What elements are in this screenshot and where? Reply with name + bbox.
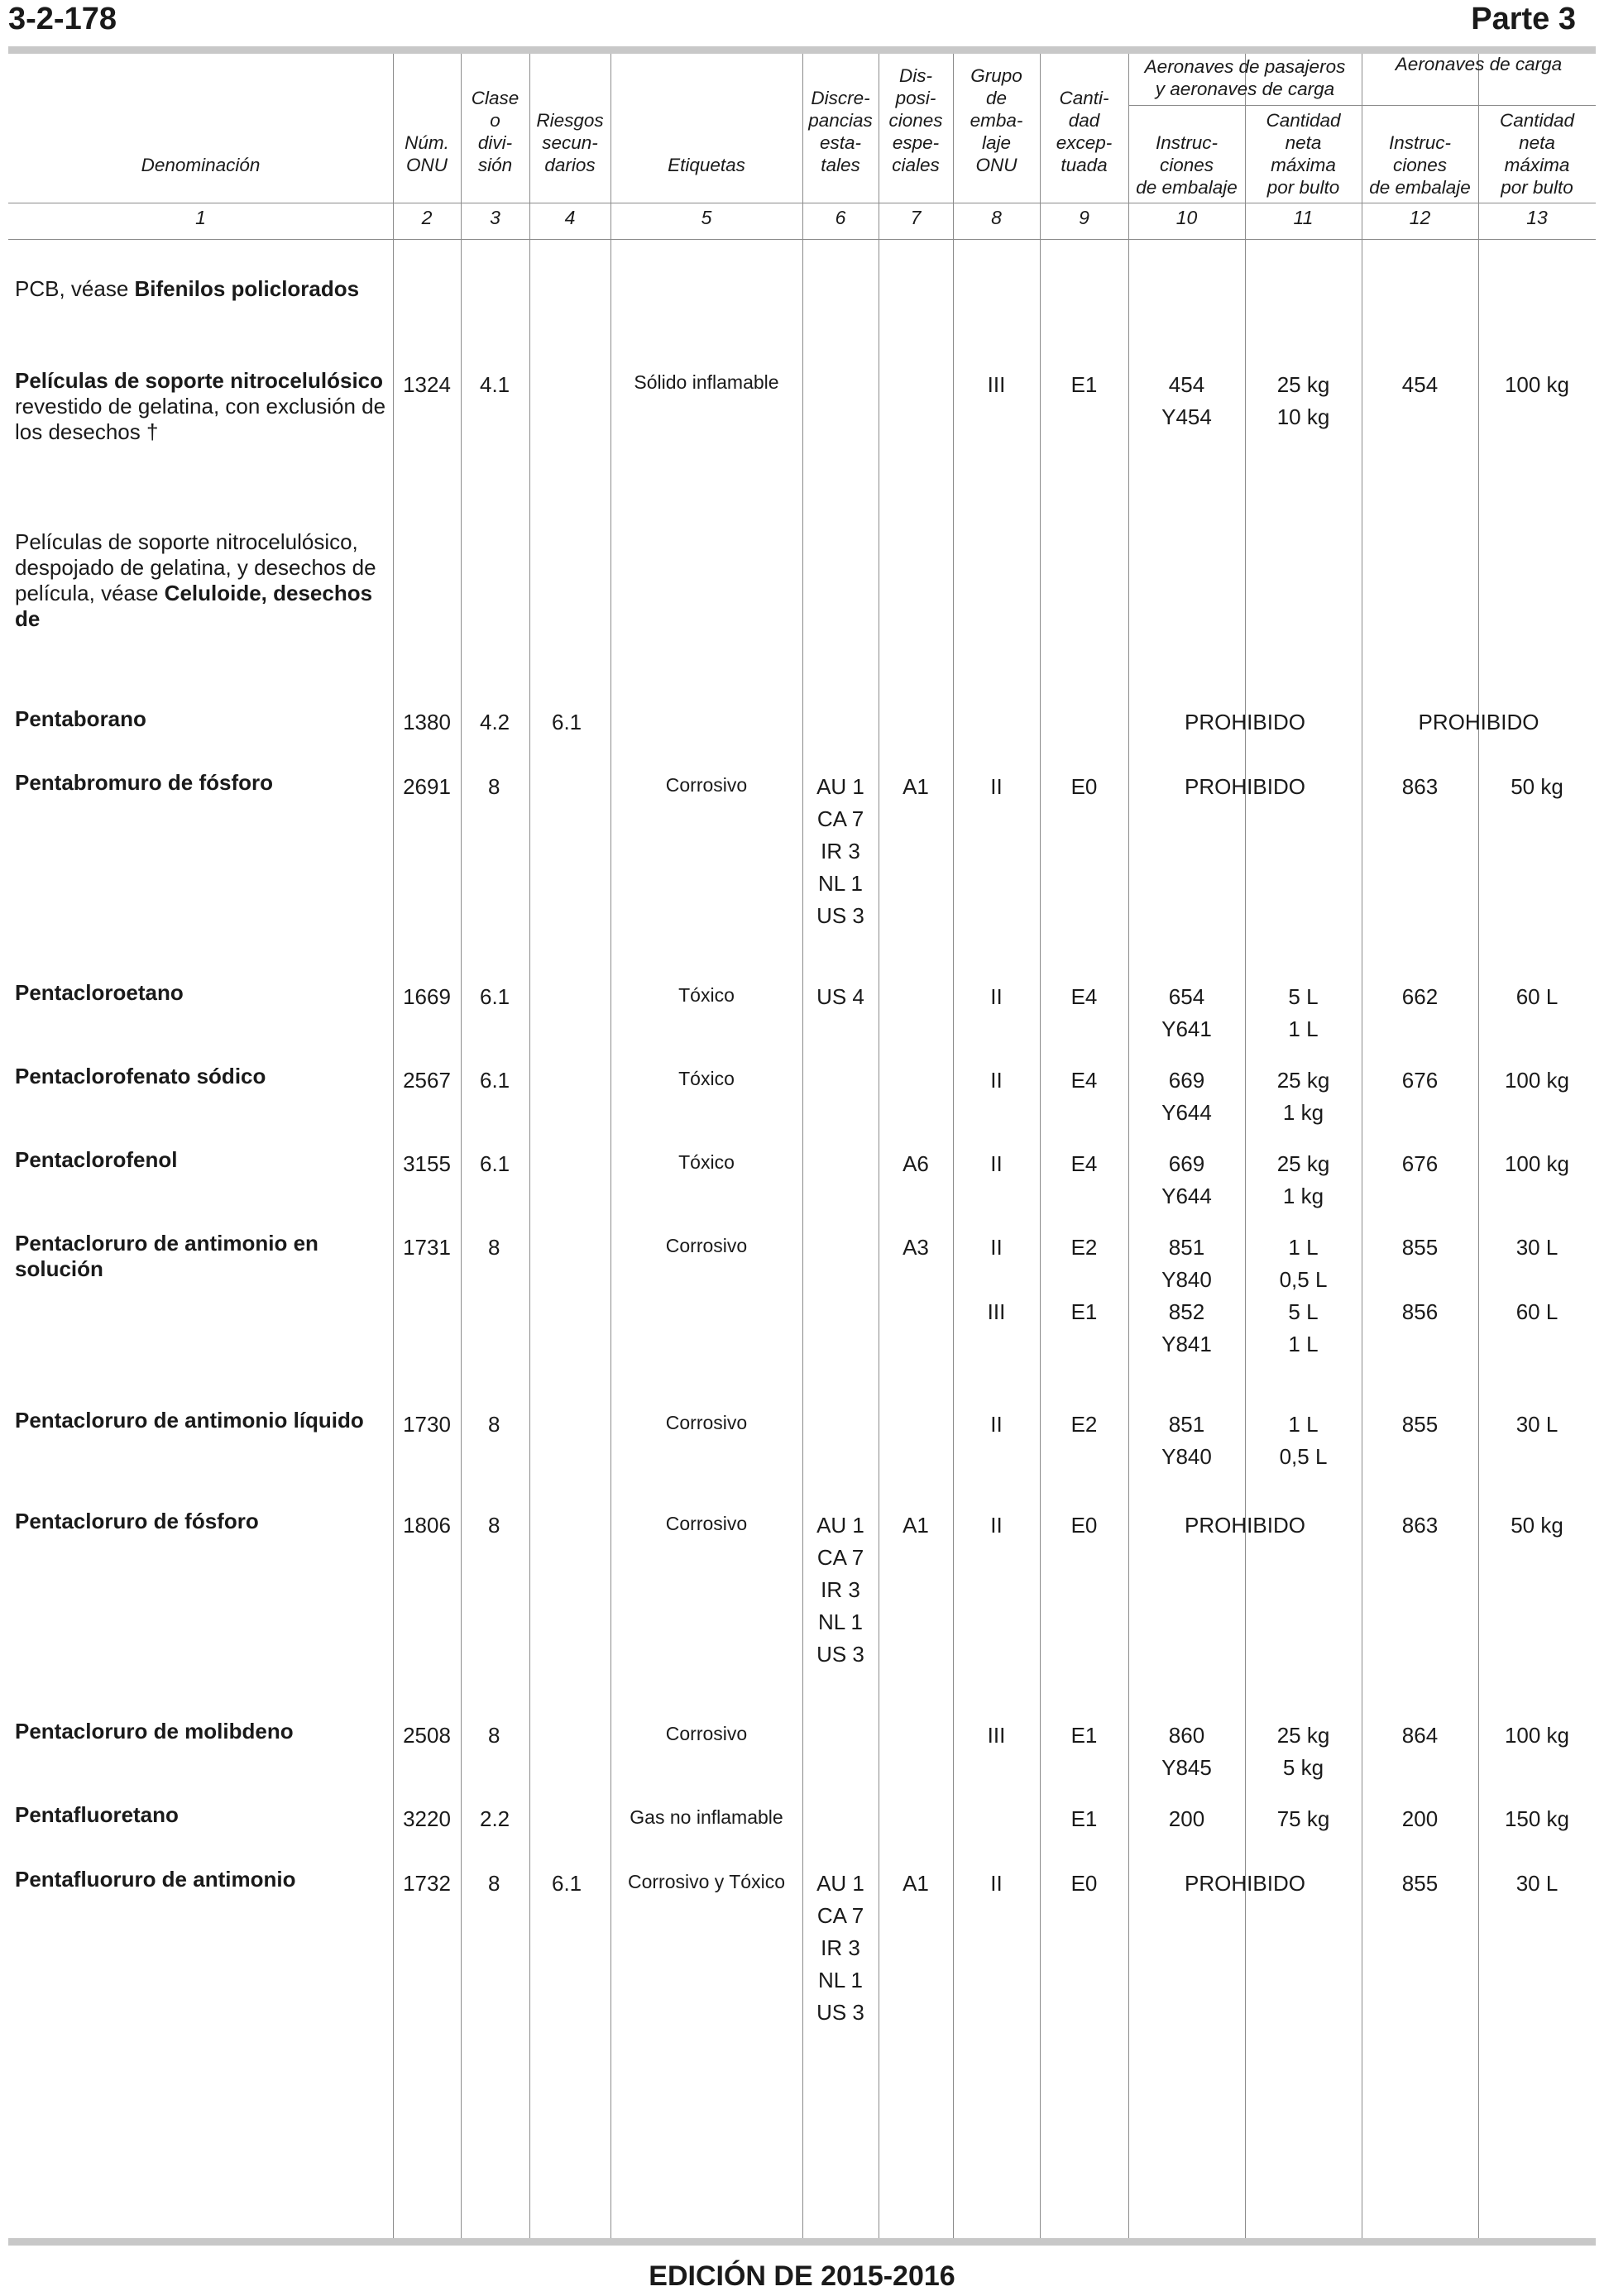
excepted-quantity: E1 [1070,1806,1098,1831]
cargo-packing-instruction: 856 [1401,1299,1439,1324]
excepted-quantity: E1 [1070,1299,1098,1324]
packing-group: II [990,1068,1003,1093]
pax-packing-instruction: 654 [1168,984,1205,1009]
hazard-label: Tóxico [678,984,735,1006]
header-cargo-packing-instructions: Instruc- ciones de embalaje [1369,132,1471,198]
state-variation: US 3 [816,1642,864,1667]
packing-group: II [990,1235,1003,1260]
cargo-max-quantity: 50 kg [1511,1513,1563,1538]
header-passenger-aircraft: Aeronaves de pasajeros y aeronaves de carga [1144,56,1346,99]
page-number: 3-2-178 [8,2,117,36]
pax-max-quantity: 1 L [1288,1412,1319,1437]
header-class: Clase o divi- sión [471,88,520,175]
class-division: 8 [488,1513,500,1538]
packing-group: II [990,1151,1003,1176]
pax-max-quantity: 1 L [1288,1016,1319,1041]
header-pax-packing-instructions: Instruc- ciones de embalaje [1136,132,1238,198]
cargo-packing-instruction: 863 [1401,1513,1439,1538]
cargo-packing-instruction: 676 [1401,1151,1439,1176]
column-number: 13 [1526,207,1548,228]
state-variation: IR 3 [821,1577,860,1602]
packing-group: III [987,372,1006,397]
pax-max-quantity: 5 L [1288,1299,1319,1324]
entry-name: Pentacloruro de antimonio en solución [15,1231,318,1281]
un-number: 1731 [403,1235,451,1260]
pax-packing-instruction: 851 [1168,1235,1205,1260]
pax-max-quantity: 25 kg [1276,372,1330,397]
special-provision: A1 [903,1871,929,1896]
class-division: 6.1 [480,1068,510,1093]
bottom-rule [8,2238,1596,2246]
header-cargo-max-quantity: Cantidad neta máxima por bulto [1499,110,1575,198]
excepted-quantity: E1 [1070,1723,1098,1748]
pax-packing-instruction: Y644 [1161,1100,1212,1125]
entry-name: Películas de soporte nitrocelulósico, despojado de gelatina, y desechos de película, véase Celuloide, desechos de [15,529,376,631]
cargo-packing-instruction: 855 [1401,1235,1439,1260]
column-number: 5 [701,207,712,228]
cargo-max-quantity: 100 kg [1504,372,1570,397]
header-state-variations: Discre- pancias esta- tales [808,88,873,175]
pax-max-quantity: 1 kg [1282,1100,1324,1125]
pax-packing-instruction: Y841 [1161,1332,1212,1356]
pax-max-quantity: 5 kg [1282,1755,1324,1780]
pax-max-quantity: 25 kg [1276,1723,1330,1748]
column-number: 10 [1175,207,1198,228]
cargo-max-quantity: 100 kg [1504,1151,1570,1176]
cargo-packing-instruction: 200 [1401,1806,1439,1831]
un-number: 3220 [403,1806,451,1831]
cargo-packing-instruction: 855 [1401,1871,1439,1896]
cargo-packing-instruction: 454 [1401,372,1439,397]
packing-group: III [987,1723,1006,1748]
state-variation: AU 1 [816,1513,864,1538]
pax-prohibited: PROHIBIDO [1185,774,1305,799]
excepted-quantity: E4 [1070,1068,1098,1093]
class-division: 6.1 [480,1151,510,1176]
pax-packing-instruction: Y845 [1161,1755,1212,1780]
packing-group: II [990,1871,1003,1896]
packing-group: II [990,1412,1003,1437]
excepted-quantity: E4 [1070,1151,1098,1176]
special-provision: A1 [903,774,929,799]
header-excepted-quantity: Canti- dad excep- tuada [1056,88,1113,175]
pax-max-quantity: 0,5 L [1279,1444,1328,1469]
state-variation: US 4 [816,984,864,1009]
header-labels: Etiquetas [668,155,745,175]
cargo-packing-instruction: 863 [1401,774,1439,799]
cargo-max-quantity: 60 L [1515,984,1559,1009]
excepted-quantity: E0 [1070,1513,1098,1538]
hazard-label: Corrosivo y Tóxico [627,1871,786,1892]
hazard-label: Tóxico [678,1068,735,1089]
packing-group: II [990,774,1003,799]
pax-max-quantity: 25 kg [1276,1068,1330,1093]
excepted-quantity: E0 [1070,1871,1098,1896]
class-division: 6.1 [480,984,510,1009]
excepted-quantity: E1 [1070,372,1098,397]
cargo-prohibited: PROHIBIDO [1418,710,1539,734]
un-number: 1732 [403,1871,451,1896]
entry-name: Pentafluoretano [15,1802,179,1827]
cargo-max-quantity: 100 kg [1504,1723,1570,1748]
pax-prohibited: PROHIBIDO [1185,1513,1305,1538]
pax-packing-instruction: Y840 [1161,1444,1212,1469]
class-division: 8 [488,1412,500,1437]
un-number: 1806 [403,1513,451,1538]
class-division: 4.1 [480,372,510,397]
state-variation: AU 1 [816,1871,864,1896]
entry-name: Pentaclorofenol [15,1147,178,1172]
edition-footer: EDICIÓN DE 2015-2016 [649,2260,955,2292]
cargo-max-quantity: 50 kg [1511,774,1563,799]
state-variation: US 3 [816,903,864,928]
header-packing-group: Grupo de emba- laje ONU [970,65,1023,175]
pax-max-quantity: 0,5 L [1279,1267,1328,1292]
entry-name: Pentabromuro de fósforo [15,770,274,795]
state-variation: NL 1 [818,871,863,896]
class-division: 4.2 [480,710,510,734]
column-number: 8 [991,207,1002,228]
packing-group: II [990,984,1003,1009]
header-cargo-aircraft: Aeronaves de carga [1395,54,1563,74]
un-number: 3155 [403,1151,451,1176]
entry-name: Pentafluoruro de antimonio [15,1867,296,1892]
cargo-max-quantity: 100 kg [1504,1068,1570,1093]
hazard-label: Tóxico [678,1151,735,1173]
packing-group: III [987,1299,1006,1324]
pax-packing-instruction: 454 [1168,372,1205,397]
hazard-label: Sólido inflamable [634,371,779,393]
entry-name: PCB, véase Bifenilos policlorados [15,276,360,301]
entry-name: Pentaclorofenato sódico [15,1064,266,1088]
pax-packing-instruction: 852 [1168,1299,1205,1324]
state-variation: NL 1 [818,1610,863,1634]
entry-name: Pentacloruro de antimonio líquido [15,1408,364,1433]
cargo-max-quantity: 30 L [1515,1235,1559,1260]
column-number: 2 [421,207,433,228]
column-number: 6 [835,207,846,228]
class-division: 8 [488,1235,500,1260]
cargo-max-quantity: 30 L [1515,1412,1559,1437]
column-number: 12 [1409,207,1431,228]
class-division: 8 [488,1723,500,1748]
state-variation: IR 3 [821,839,860,863]
hazard-label: Corrosivo [665,1723,748,1744]
pax-max-quantity: 1 kg [1282,1184,1324,1208]
state-variation: NL 1 [818,1968,863,1992]
pax-packing-instruction: 669 [1168,1151,1205,1176]
un-number: 1380 [403,710,451,734]
pax-prohibited: PROHIBIDO [1185,710,1305,734]
pax-max-quantity: 5 L [1288,984,1319,1009]
pax-prohibited: PROHIBIDO [1185,1871,1305,1896]
header-denominacion: Denominación [141,155,261,175]
un-number: 1324 [403,372,451,397]
hazard-label: Corrosivo [665,1513,748,1534]
state-variation: US 3 [816,2000,864,2025]
special-provision: A6 [903,1151,929,1176]
un-number: 2508 [403,1723,451,1748]
pax-max-quantity: 10 kg [1276,404,1330,429]
cargo-packing-instruction: 676 [1401,1068,1439,1093]
header-un-number: Núm. ONU [405,132,449,175]
subsidiary-risk: 6.1 [552,1871,582,1896]
class-division: 8 [488,1871,500,1896]
entry-name: Pentacloruro de fósforo [15,1509,259,1533]
pax-packing-instruction: 851 [1168,1412,1205,1437]
column-number: 9 [1079,207,1089,228]
class-division: 2.2 [480,1806,510,1831]
cargo-max-quantity: 30 L [1515,1871,1559,1896]
header-special-provisions: Dis- posi- ciones espe- ciales [888,65,943,175]
state-variation: IR 3 [821,1935,860,1960]
entry-name: Pentaborano [15,706,146,731]
pax-max-quantity: 25 kg [1276,1151,1330,1176]
column-number: 11 [1293,207,1314,228]
pax-max-quantity: 1 L [1288,1332,1319,1356]
state-variation: CA 7 [816,1545,864,1570]
subsidiary-risk: 6.1 [552,710,582,734]
column-number: 3 [490,207,500,228]
entry-name: Películas de soporte nitrocelulósico revestido de gelatina, con exclusión de los desechos † [15,368,386,444]
special-provision: A1 [903,1513,929,1538]
state-variation: AU 1 [816,774,864,799]
pax-packing-instruction: Y644 [1161,1184,1212,1208]
column-number: 1 [195,207,206,228]
un-number: 2567 [403,1068,451,1093]
column-number: 7 [910,207,922,228]
pax-packing-instruction: 669 [1168,1068,1205,1093]
cargo-max-quantity: 60 L [1515,1299,1559,1324]
pax-packing-instruction: 200 [1168,1806,1205,1831]
pax-max-quantity: 1 L [1288,1235,1319,1260]
excepted-quantity: E2 [1070,1235,1098,1260]
excepted-quantity: E4 [1070,984,1098,1009]
header-subsidiary-risks: Riesgos secun- darios [536,110,604,175]
un-number: 1730 [403,1412,451,1437]
entry-name: Pentacloruro de molibdeno [15,1719,294,1744]
hazard-label: Corrosivo [665,774,748,796]
un-number: 1669 [403,984,451,1009]
cargo-max-quantity: 150 kg [1504,1806,1570,1831]
hazard-label: Gas no inflamable [630,1806,783,1828]
cargo-packing-instruction: 662 [1401,984,1439,1009]
excepted-quantity: E2 [1070,1412,1098,1437]
state-variation: CA 7 [816,806,864,831]
pax-packing-instruction: Y454 [1161,404,1212,429]
cargo-packing-instruction: 864 [1401,1723,1439,1748]
special-provision: A3 [903,1235,929,1260]
top-rule [8,46,1596,54]
packing-group: II [990,1513,1003,1538]
excepted-quantity: E0 [1070,774,1098,799]
class-division: 8 [488,774,500,799]
un-number: 2691 [403,774,451,799]
pax-packing-instruction: Y840 [1161,1267,1212,1292]
pax-packing-instruction: 860 [1168,1723,1205,1748]
pax-max-quantity: 75 kg [1276,1806,1330,1831]
state-variation: CA 7 [816,1903,864,1928]
cargo-packing-instruction: 855 [1401,1412,1439,1437]
column-number: 4 [564,207,576,228]
hazard-label: Corrosivo [665,1235,748,1256]
header-pax-max-quantity: Cantidad neta máxima por bulto [1266,110,1341,198]
hazard-label: Corrosivo [665,1412,748,1433]
pax-packing-instruction: Y641 [1161,1016,1212,1041]
entry-name: Pentacloroetano [15,980,184,1005]
part-title: Parte 3 [1471,2,1576,36]
